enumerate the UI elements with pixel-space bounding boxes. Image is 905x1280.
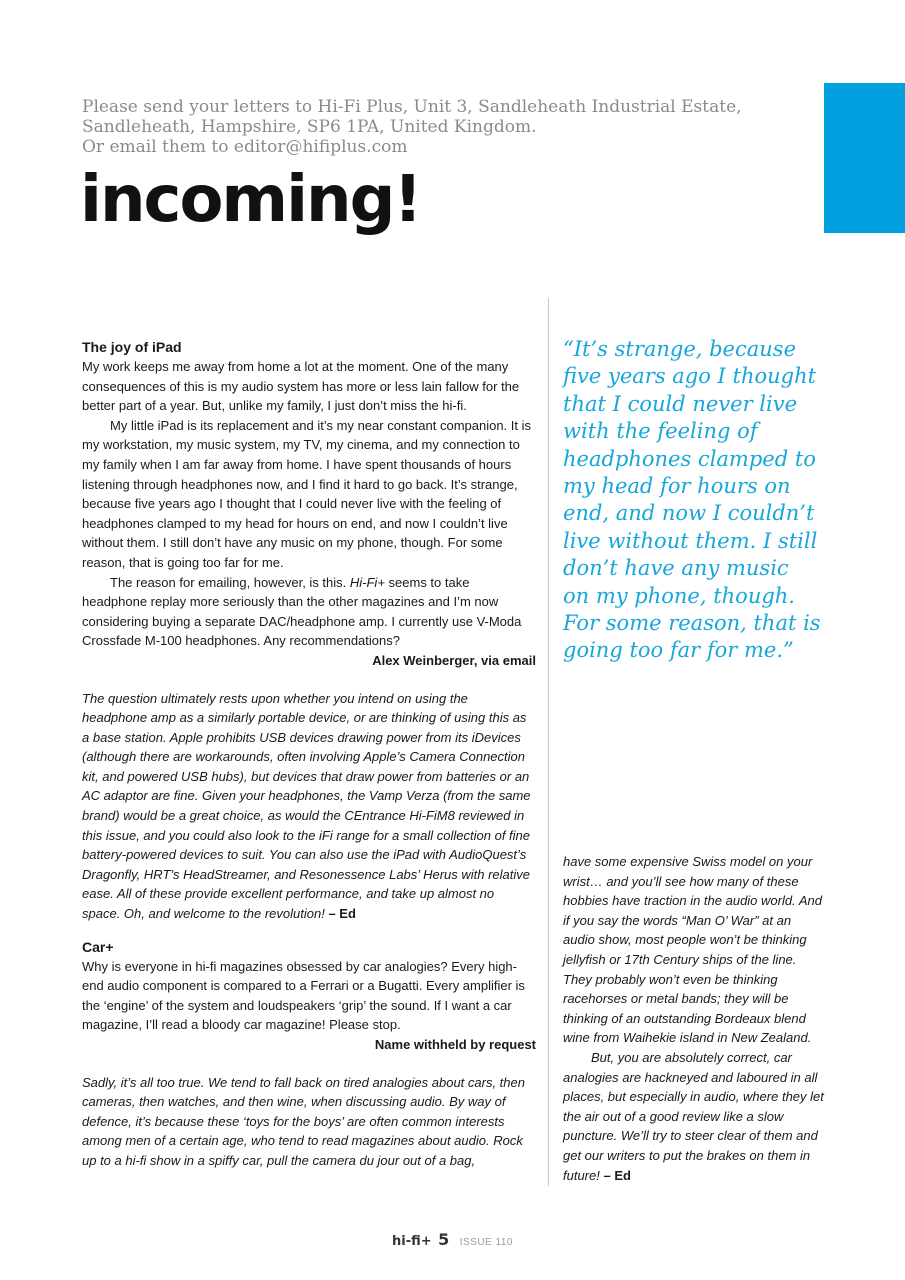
editor-reply: The question ultimately rests upon whether you intend on using the headphone amp as a similarly portable device, or are thinking of using this as a base station. Apple prohibits USB devices drawing power from its iDevices (although there are workarounds, often involving Apple’s Camera Connection kit, and powered USB hubs), but devices that draw power from batteries or an AC adaptor are fine. Given your headphones, the Vamp Verza (from the same brand) would be a great choice, as would the CEntrance Hi-FiM8 reviewed in this issue, and you could also look to the iFi range for a small collection of fine battery-powered devices to suit. You can also use the iPad with AudioQuest’s Dragonfly, HRT’s HeadStreamer, and Resonessence Labs’ Herus with relative ease. All of these provide excellent performance, and take up almost no space. Oh, and welcome to the revolution! – Ed [82,690,531,922]
pull-quote-line: don’t have any music [563,556,789,581]
column-divider [548,298,549,1186]
editor-reply: have some expensive Swiss model on your wrist… and you’ll see how many of these hobbies have traction in the audio world. And if you say the words “Man O’ War” at an audio show, most people won’t be thinking jellyfish or 17th Century ships of the line. They probably won’t even be thinking racehorses or metal bands; they will be thinking of an outstanding Bordeaux blend wine from Waihekie island in New Zealand. [563,854,822,1046]
page-footer [0,1230,905,1250]
section-color-tab [824,83,905,233]
editor-sign: – Ed [328,906,356,922]
left-column [82,338,536,1171]
pull-quote-line: going too far for me.” [563,638,794,663]
pull-quote-line: five years ago I thought [563,364,817,389]
letter-signature: Alex Weinberger, via email [372,652,536,668]
magazine-logo: hi-fi+ [392,1234,432,1249]
editor-reply: But, you are absolutely correct, car analogies are hackneyed and laboured in all places, but especially in audio, where they let the air out of a good review like a slow puncture. We’ll try to steer clear of them and get our writers to put the brakes on them in future! – Ed [563,1049,824,1183]
pull-quote-line: my head for hours on [563,474,791,499]
pull-quote-line: headphones clamped to [563,446,816,471]
spacer [82,671,536,689]
letter-paragraph: The reason for emailing, however, is this. Hi-Fi+ seems to take headphone replay more seriously than the other magazines and I’m now considering buying a separate DAC/headphone amp. I currently use V-Moda Crossfade M-100 headphones. Any recommendations? [82,574,522,649]
pull-quote-line: “It’s strange, because [563,337,796,361]
pull-quote-line: end, and now I couldn’t [563,501,815,526]
letter-signature: Name withheld by request [374,1037,536,1052]
pull-quote-line: live without them. I still [563,528,818,553]
pull-quote-line: that I could never live [563,391,798,416]
spacer [82,924,536,938]
page-title: incoming! [80,163,421,237]
pull-quote-line: with the feeling of [563,419,758,444]
magazine-name: Hi-Fi+ [349,574,385,590]
issue-number: ISSUE 110 [459,1237,513,1248]
page-number: 5 [438,1230,450,1249]
address-line: Please send your letters to Hi-Fi Plus, Unit 3, Sandleheath Industrial Estate, [82,97,742,117]
pull-quote [563,336,833,665]
letters-address [82,97,802,157]
letter-paragraph: My little iPad is its replacement and it’s my near constant companion. It is my workstation, my music system, my TV, my cinema, and my connection to my family when I am far away from home. I have spent thousands of hours listening through headphones now, and I find it hard to go back. It’s strange, because five years ago I thought that I could never live with the feeling of headphones clamped to my head for hours on end, and now I couldn’t live without them. I still don’t have any music on my phone, though. For some reason, that is going too far for me. [82,417,532,570]
letter-paragraph: My work keeps me away from home a lot at the moment. One of the many consequences of this is my audio system has more or less lain fallow for the better part of a year. But, unlike my family, I just don’t miss the hi-fi. [82,359,520,414]
letter-title: Car+ [82,938,114,955]
right-column [563,852,825,1185]
letter-paragraph: Why is everyone in hi-fi magazines obsessed by car analogies? Every high-end audio component is compared to a Ferrari or a Bugatti. Every amplifier is the ‘engine’ of the system and loudspeakers ‘grip’ the sound. If I want a car magazine, I’ll read a bloody car magazine! Please stop. [82,958,525,1033]
letter-title: The joy of iPad [82,339,182,355]
address-line: Or email them to editor@hifiplus.com [82,137,408,157]
editor-reply: Sadly, it’s all too true. We tend to fall back on tired analogies about cars, then cameras, then watches, and then wine, when discussing audio. By way of defence, it’s because these ‘toys for the boys’ are often common interests among men of a certain age, who tend to read magazines about audio. Rock up to a hi-fi show in a spiffy car, pull the camera du jour out of a bag, [82,1074,525,1168]
editor-sign: – Ed [603,1167,631,1183]
spacer [82,1055,536,1073]
pull-quote-line: For some reason, that is [563,611,821,636]
pull-quote-line: on my phone, though. [563,583,795,608]
address-line: Sandleheath, Hampshire, SP6 1PA, United Kingdom. [82,117,537,137]
